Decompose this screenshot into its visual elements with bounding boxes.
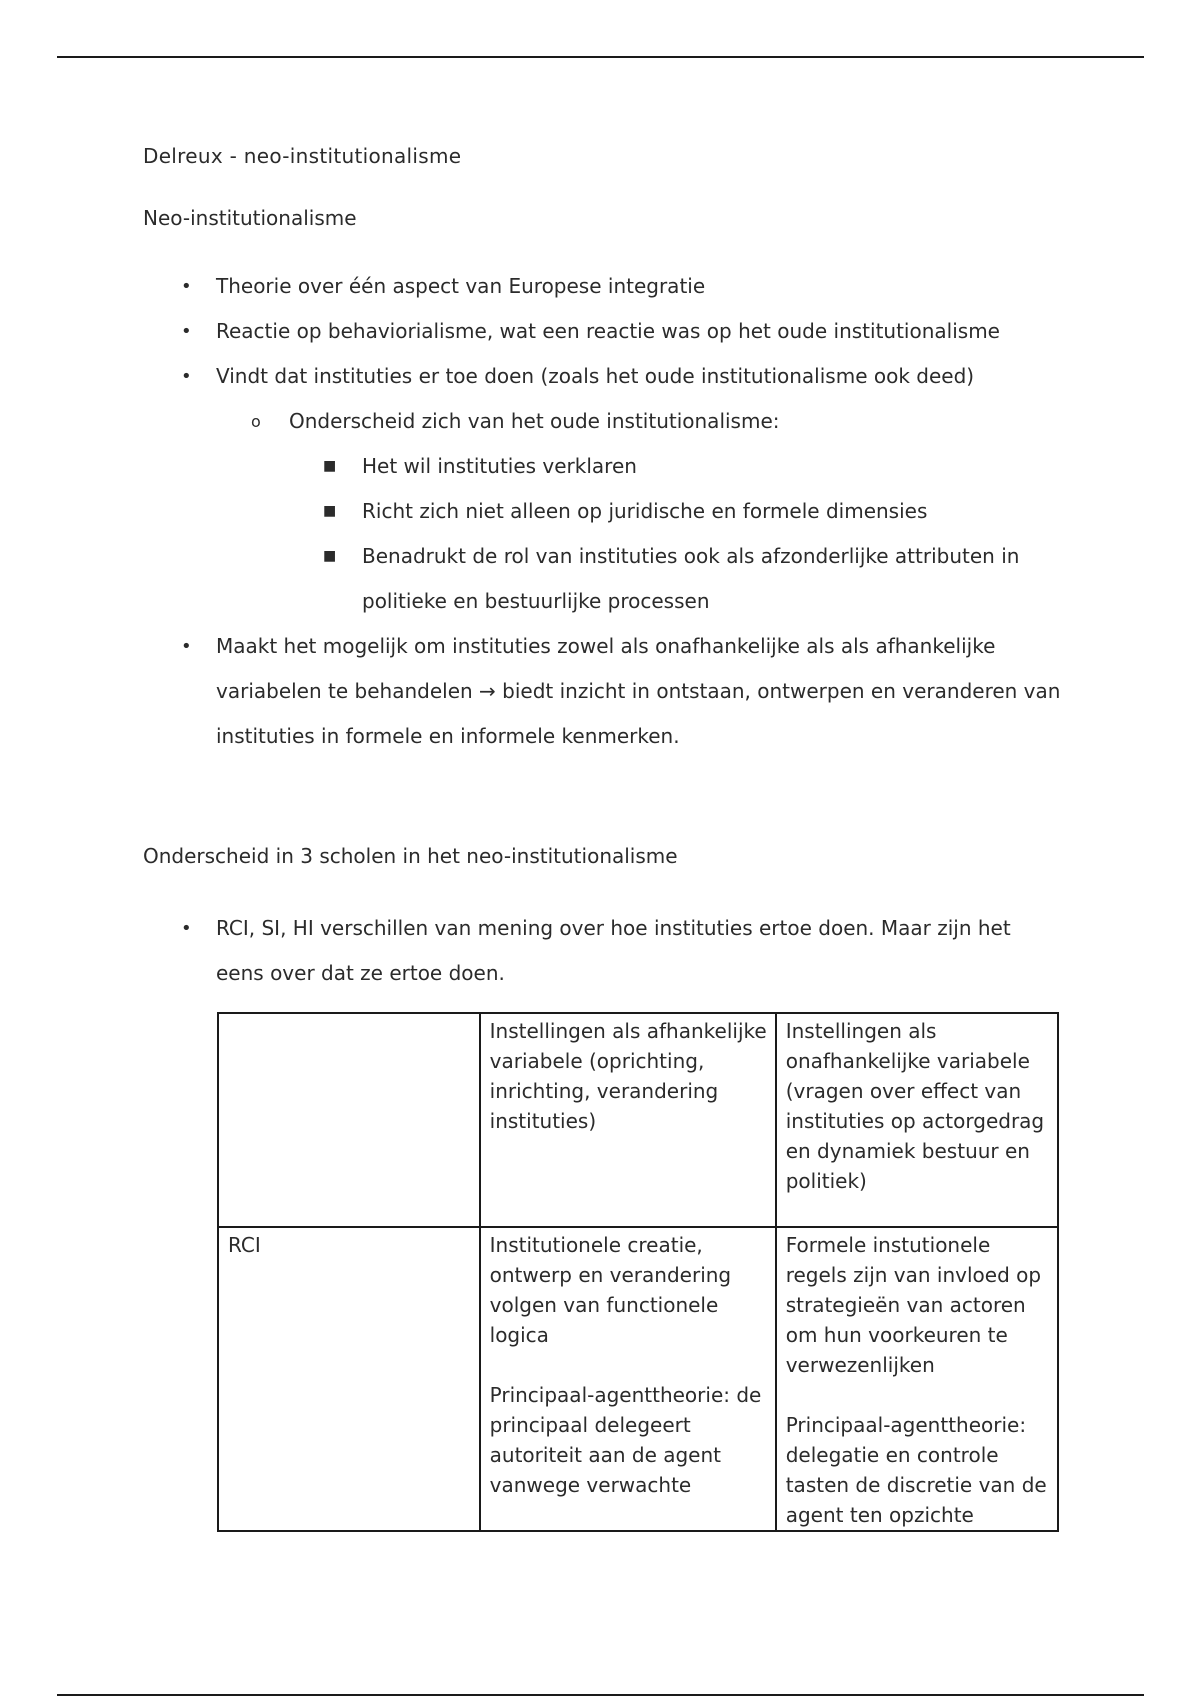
cell-paragraph: Principaal-agenttheorie: delegatie en controle tasten de discretie van de agent ten opzichte (785, 1413, 1047, 1527)
cell-paragraph: Principaal-agenttheorie: de principaal delegeert autoriteit aan de agent vanwege verwachte (489, 1383, 762, 1497)
list-item (143, 309, 1063, 354)
table-row-label: RCI (218, 1227, 480, 1531)
bullet-dot-icon: • (181, 321, 192, 342)
bullet-list-neo-institutionalisme (143, 264, 1063, 759)
sub-sub-list-item-text: Benadrukt de rol van instituties ook als afzonderlijke attributen in politieke en bestuurlijke processen (362, 544, 1020, 613)
comparison-table (217, 1012, 1059, 1532)
cell-paragraph: Formele instutionele regels zijn van invloed op strategieën van actoren om hun voorkeuren te verwezenlijken (785, 1233, 1042, 1377)
table-cell (776, 1227, 1058, 1531)
table-cell (480, 1227, 776, 1531)
sub-sub-list-item-text: Richt zich niet alleen op juridische en formele dimensies (362, 499, 928, 523)
paragraph-gap (786, 1380, 1049, 1410)
sub-sub-list-item (143, 534, 1063, 624)
section-heading-scholen: Onderscheid in 3 scholen in het neo-institutionalisme (143, 844, 678, 868)
list-item (143, 264, 1063, 309)
bullet-square-icon: ■ (323, 548, 337, 564)
document-title: Delreux - neo-institutionalisme (143, 144, 462, 168)
sub-list-item-text: Onderscheid zich van het oude institutionalisme: (289, 409, 780, 433)
bullet-dot-icon: • (181, 276, 192, 297)
bullet-dot-icon: • (181, 366, 192, 387)
cell-paragraph: Institutionele creatie, ontwerp en verandering volgen van functionele logica (489, 1233, 732, 1347)
sub-sub-list-item (143, 444, 1063, 489)
list-item-text: Reactie op behaviorialisme, wat een reactie was op het oude institutionalisme (216, 319, 1000, 343)
sub-sub-list-item-text: Het wil instituties verklaren (362, 454, 637, 478)
list-item-text: RCI, SI, HI verschillen van mening over hoe instituties ertoe doen. Maar zijn het eens over dat ze ertoe doen. (216, 916, 1011, 985)
table-header-cell-onafhankelijk: Instellingen als onafhankelijke variabele (vragen over effect van instituties op actorgedrag en dynamiek bestuur en politiek) (776, 1013, 1058, 1227)
table-header-row (218, 1013, 1058, 1227)
bullet-square-icon: ■ (323, 458, 337, 474)
list-item-text: Vindt dat instituties er toe doen (zoals het oude institutionalisme ook deed) (216, 364, 975, 388)
paragraph-gap (490, 1350, 767, 1380)
bullet-list-scholen (143, 906, 1063, 996)
table-header-cell-afhankelijk: Instellingen als afhankelijke variabele (oprichting, inrichting, verandering instituties) (480, 1013, 776, 1227)
section-heading-neo-institutionalisme: Neo-institutionalisme (143, 206, 357, 230)
sub-sub-list-item (143, 489, 1063, 534)
list-item (143, 624, 1063, 759)
bullet-square-icon: ■ (323, 503, 337, 519)
list-item (143, 906, 1063, 996)
page-bottom-rule (57, 1694, 1144, 1696)
list-item-text: Maakt het mogelijk om instituties zowel als onafhankelijke als als afhankelijke variabelen te behandelen → biedt inzicht in ontstaan, ontwerpen en veranderen van instituties in formele en informele kenmerken. (216, 634, 1061, 748)
bullet-circle-icon: o (251, 412, 261, 431)
page-top-rule (57, 56, 1144, 58)
list-item (143, 354, 1063, 399)
table-row (218, 1227, 1058, 1531)
bullet-dot-icon: • (181, 636, 192, 657)
table-cell (218, 1013, 480, 1227)
list-item-text: Theorie over één aspect van Europese integratie (216, 274, 706, 298)
bullet-dot-icon: • (181, 918, 192, 939)
sub-list-item (143, 399, 1063, 444)
